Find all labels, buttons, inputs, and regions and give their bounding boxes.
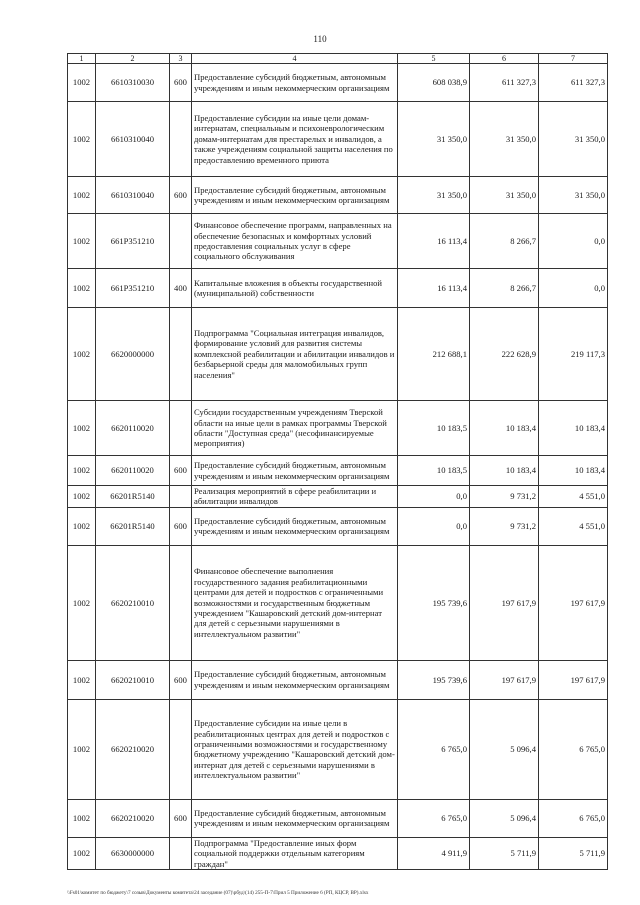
row-expense-type-code: 600: [170, 660, 192, 699]
row-section-code: 1002: [68, 456, 96, 486]
table-row: [68, 660, 608, 699]
row-amount-year-1: 16 113,4: [398, 214, 470, 269]
row-amount-year-3: 5 711,9: [539, 837, 608, 869]
row-item-name: Предоставление субсидии на иные цели домам-интернатам, специальным и психоневрологическим домам-интернатам для престарелых и инвалидов, а также учреждениям социальной защиты населения по предоставлению временного приюта: [192, 102, 398, 177]
row-amount-year-3: 6 765,0: [539, 699, 608, 799]
row-section-code: 1002: [68, 799, 96, 837]
row-item-name: Финансовое обеспечение программ, направленных на обеспечение безопасных и комфортных условий предоставления социальных услуг в сфере социального обслуживания: [192, 214, 398, 269]
row-amount-year-3: 0,0: [539, 214, 608, 269]
row-expense-type-code: 600: [170, 799, 192, 837]
row-target-article-code: 6620210020: [96, 699, 170, 799]
row-amount-year-2: 8 266,7: [470, 269, 539, 308]
row-target-article-code: 6610310030: [96, 64, 170, 102]
row-item-name: Предоставление субсидий бюджетным, автономным учреждениям и иным некоммерческим организациям: [192, 456, 398, 486]
column-number: 6: [470, 54, 539, 64]
row-item-name: Предоставление субсидии на иные цели в реабилитационных центрах для детей и подростков с ограниченными возможностями и государственному бюджетному учреждению "Кашаровский детский дом-интернат для детей с серьезными нарушениями в интеллектуальном развитии": [192, 699, 398, 799]
row-amount-year-1: 10 183,5: [398, 456, 470, 486]
row-section-code: 1002: [68, 507, 96, 545]
row-amount-year-2: 10 183,4: [470, 401, 539, 456]
row-section-code: 1002: [68, 102, 96, 177]
row-amount-year-1: 0,0: [398, 507, 470, 545]
row-expense-type-code: [170, 699, 192, 799]
row-expense-type-code: 600: [170, 456, 192, 486]
row-section-code: 1002: [68, 486, 96, 508]
row-amount-year-3: 611 327,3: [539, 64, 608, 102]
row-section-code: 1002: [68, 660, 96, 699]
row-amount-year-3: 10 183,4: [539, 401, 608, 456]
row-target-article-code: 66201R5140: [96, 486, 170, 508]
row-amount-year-2: 8 266,7: [470, 214, 539, 269]
row-expense-type-code: [170, 214, 192, 269]
row-amount-year-3: 4 551,0: [539, 486, 608, 508]
row-expense-type-code: [170, 545, 192, 660]
row-amount-year-1: 195 739,6: [398, 660, 470, 699]
table-row: [68, 699, 608, 799]
table-row: [68, 545, 608, 660]
row-target-article-code: 6620000000: [96, 308, 170, 401]
row-amount-year-3: 197 617,9: [539, 545, 608, 660]
row-amount-year-2: 9 731,2: [470, 486, 539, 508]
row-target-article-code: 6610310040: [96, 177, 170, 214]
row-target-article-code: 661P351210: [96, 269, 170, 308]
row-expense-type-code: 600: [170, 64, 192, 102]
row-amount-year-3: 197 617,9: [539, 660, 608, 699]
budget-table: [67, 53, 608, 870]
column-number: 7: [539, 54, 608, 64]
row-expense-type-code: [170, 102, 192, 177]
table-row: [68, 64, 608, 102]
file-path-footer: \\Fs01\комитет по бюджету\7 созыв\Документы комитета\24 заседание (07)\рбуд\(14) 255-П-7\Прил 5 Приложение 6 (РП, КЦСР, ВР).xlsx: [67, 890, 369, 896]
table-row: [68, 308, 608, 401]
row-expense-type-code: [170, 486, 192, 508]
row-target-article-code: 6630000000: [96, 837, 170, 869]
row-section-code: 1002: [68, 837, 96, 869]
row-amount-year-3: 6 765,0: [539, 799, 608, 837]
row-target-article-code: 6620110020: [96, 456, 170, 486]
row-amount-year-2: 10 183,4: [470, 456, 539, 486]
row-amount-year-1: 16 113,4: [398, 269, 470, 308]
row-item-name: Предоставление субсидий бюджетным, автономным учреждениям и иным некоммерческим организациям: [192, 64, 398, 102]
row-amount-year-1: 6 765,0: [398, 699, 470, 799]
row-target-article-code: 661P351210: [96, 214, 170, 269]
row-item-name: Предоставление субсидий бюджетным, автономным учреждениям и иным некоммерческим организациям: [192, 177, 398, 214]
row-item-name: Предоставление субсидий бюджетным, автономным учреждениям и иным некоммерческим организациям: [192, 799, 398, 837]
row-section-code: 1002: [68, 269, 96, 308]
column-number: 4: [192, 54, 398, 64]
row-amount-year-1: 608 038,9: [398, 64, 470, 102]
row-amount-year-1: 10 183,5: [398, 401, 470, 456]
page-number: 110: [313, 34, 327, 44]
column-number: 3: [170, 54, 192, 64]
row-item-name: Субсидии государственным учреждениям Тверской области на иные цели в рамках программы Тверской области "Доступная среда" (несофинансируемые мероприятия): [192, 401, 398, 456]
row-amount-year-2: 31 350,0: [470, 102, 539, 177]
row-amount-year-3: 10 183,4: [539, 456, 608, 486]
row-section-code: 1002: [68, 177, 96, 214]
table-row: [68, 214, 608, 269]
row-item-name: Подпрограмма "Предоставление иных форм социальной поддержки отдельным категориям граждан": [192, 837, 398, 869]
row-amount-year-2: 197 617,9: [470, 545, 539, 660]
row-amount-year-2: 31 350,0: [470, 177, 539, 214]
row-amount-year-2: 197 617,9: [470, 660, 539, 699]
table-row: [68, 401, 608, 456]
column-number-row: [68, 54, 608, 64]
row-expense-type-code: 600: [170, 177, 192, 214]
row-expense-type-code: [170, 308, 192, 401]
row-item-name: Предоставление субсидий бюджетным, автономным учреждениям и иным некоммерческим организациям: [192, 660, 398, 699]
row-expense-type-code: [170, 401, 192, 456]
row-amount-year-1: 6 765,0: [398, 799, 470, 837]
row-amount-year-2: 9 731,2: [470, 507, 539, 545]
row-section-code: 1002: [68, 545, 96, 660]
row-expense-type-code: [170, 837, 192, 869]
row-section-code: 1002: [68, 64, 96, 102]
row-target-article-code: 6620210010: [96, 660, 170, 699]
row-amount-year-3: 0,0: [539, 269, 608, 308]
row-amount-year-1: 31 350,0: [398, 177, 470, 214]
row-amount-year-1: 195 739,6: [398, 545, 470, 660]
table-row: [68, 799, 608, 837]
row-target-article-code: 6620210020: [96, 799, 170, 837]
row-expense-type-code: 600: [170, 507, 192, 545]
row-amount-year-2: 5 096,4: [470, 699, 539, 799]
row-amount-year-1: 31 350,0: [398, 102, 470, 177]
row-amount-year-2: 5 096,4: [470, 799, 539, 837]
row-item-name: Капитальные вложения в объекты государственной (муниципальной) собственности: [192, 269, 398, 308]
row-amount-year-3: 31 350,0: [539, 102, 608, 177]
table-row: [68, 269, 608, 308]
row-target-article-code: 6620110020: [96, 401, 170, 456]
row-section-code: 1002: [68, 401, 96, 456]
row-target-article-code: 6620210010: [96, 545, 170, 660]
row-amount-year-3: 31 350,0: [539, 177, 608, 214]
row-amount-year-3: 219 117,3: [539, 308, 608, 401]
table-row: [68, 456, 608, 486]
row-item-name: Подпрограмма "Социальная интеграция инвалидов, формирование условий для развития системы комплексной реабилитации и абилитации инвалидов и безбарьерной среды для маломобильных групп населения": [192, 308, 398, 401]
row-amount-year-1: 212 688,1: [398, 308, 470, 401]
table-row: [68, 177, 608, 214]
row-item-name: Финансовое обеспечение выполнения государственного задания реабилитационными центрами для детей и подростков с ограниченными возможностями и государственным бюджетным учреждением "Кашаровский детский дом-интернат для детей с серьезными нарушениями в интеллектуальном развитии": [192, 545, 398, 660]
row-section-code: 1002: [68, 214, 96, 269]
row-amount-year-3: 4 551,0: [539, 507, 608, 545]
table-row: [68, 507, 608, 545]
row-amount-year-1: 4 911,9: [398, 837, 470, 869]
row-section-code: 1002: [68, 699, 96, 799]
row-amount-year-1: 0,0: [398, 486, 470, 508]
column-number: 5: [398, 54, 470, 64]
row-target-article-code: 6610310040: [96, 102, 170, 177]
column-number: 2: [96, 54, 170, 64]
column-number: 1: [68, 54, 96, 64]
row-expense-type-code: 400: [170, 269, 192, 308]
table-row: [68, 102, 608, 177]
row-item-name: Предоставление субсидий бюджетным, автономным учреждениям и иным некоммерческим организациям: [192, 507, 398, 545]
row-amount-year-2: 611 327,3: [470, 64, 539, 102]
row-section-code: 1002: [68, 308, 96, 401]
row-target-article-code: 66201R5140: [96, 507, 170, 545]
row-item-name: Реализация мероприятий в сфере реабилитации и абилитации инвалидов: [192, 486, 398, 508]
row-amount-year-2: 5 711,9: [470, 837, 539, 869]
table-row: [68, 486, 608, 508]
row-amount-year-2: 222 628,9: [470, 308, 539, 401]
table-row: [68, 837, 608, 869]
